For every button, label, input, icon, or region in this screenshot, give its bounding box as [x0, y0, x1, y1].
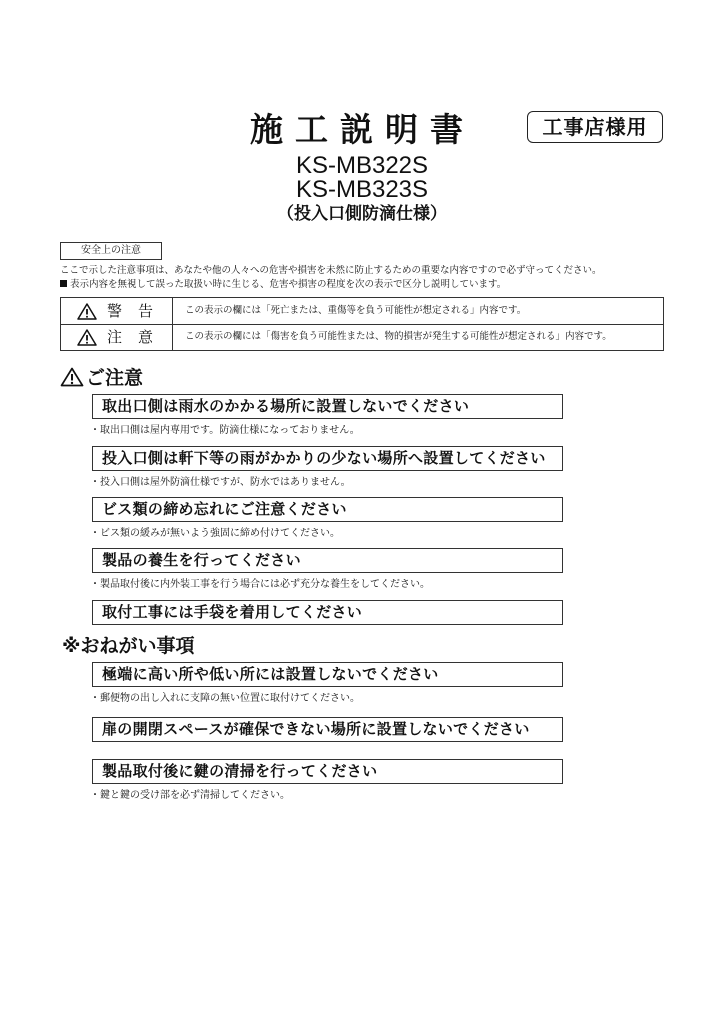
hazard-word-warning: 警告 — [107, 302, 170, 320]
caution-item-note: ・投入口側は屋外防滴仕様ですが、防水ではありません。 — [90, 477, 351, 488]
model-number-2: KS-MB323S — [295, 176, 429, 203]
caution-item-title: 投入口側は軒下等の雨がかかりの少ない場所へ設置してください — [92, 446, 563, 471]
safety-intro-text: 表示内容を無視して誤った取扱い時に生じる、危害や損害の程度を次の表示で区分し説明しています。 — [70, 279, 507, 290]
caution-item-note: ・製品取付後に内外装工事を行う場合には必ず充分な養生をしてください。 — [90, 579, 430, 590]
hazard-desc-caution: この表示の欄には「傷害を負う可能性または、物的損害が発生する可能性が想定される」内容です。 — [185, 331, 612, 342]
hazard-level-table — [60, 297, 664, 351]
page-title: 施工説明書 — [250, 110, 475, 149]
hazard-word-caution: 注意 — [107, 328, 170, 346]
request-item-note: ・鍵と鍵の受け部を必ず清掃してください。 — [90, 790, 290, 801]
caution-item-note: ・取出口側は屋内専用です。防滴仕様になっておりません。 — [90, 425, 360, 436]
caution-heading-text: ご注意 — [86, 367, 144, 389]
safety-intro-line — [60, 278, 680, 291]
page-subtitle: （投入口側防滴仕様） — [277, 204, 447, 224]
installer-badge: 工事店様用 — [527, 111, 663, 143]
caution-item-title: 取付工事には手袋を着用してください — [92, 600, 563, 625]
caution-item-title: ビス類の締め忘れにご注意ください — [92, 497, 563, 522]
caution-item-note: ・ビス類の緩みが無いよう強固に締め付けてください。 — [90, 528, 340, 539]
model-number-1: KS-MB322S — [295, 152, 429, 179]
request-item-title: 扉の開閉スペースが確保できない場所に設置しないでください — [92, 717, 563, 742]
caution-item-title: 製品の養生を行ってください — [92, 548, 563, 573]
hazard-row-warning — [61, 298, 663, 325]
caution-heading — [60, 366, 143, 390]
warning-triangle-icon — [60, 367, 84, 387]
request-item-note: ・郵便物の出し入れに支障の無い位置に取付けてください。 — [90, 693, 360, 704]
square-bullet-icon — [60, 280, 67, 287]
hazard-desc-warning: この表示の欄には「死亡または、重傷等を負う可能性が想定される」内容です。 — [185, 305, 527, 316]
warning-triangle-icon — [77, 303, 97, 320]
hazard-row-caution — [61, 324, 663, 350]
request-heading: ※おねがい事項 — [62, 635, 195, 657]
warning-triangle-icon — [77, 329, 97, 346]
safety-intro-line: ここで示した注意事項は、あなたや他の人々への危害や損害を未然に防止するための重要な内容ですので必ず守ってください。 — [60, 265, 602, 276]
request-item-title: 製品取付後に鍵の清掃を行ってください — [92, 759, 563, 784]
safety-label: 安全上の注意 — [60, 242, 162, 260]
request-item-title: 極端に高い所や低い所には設置しないでください — [92, 662, 563, 687]
caution-item-title: 取出口側は雨水のかかる場所に設置しないでください — [92, 394, 563, 419]
